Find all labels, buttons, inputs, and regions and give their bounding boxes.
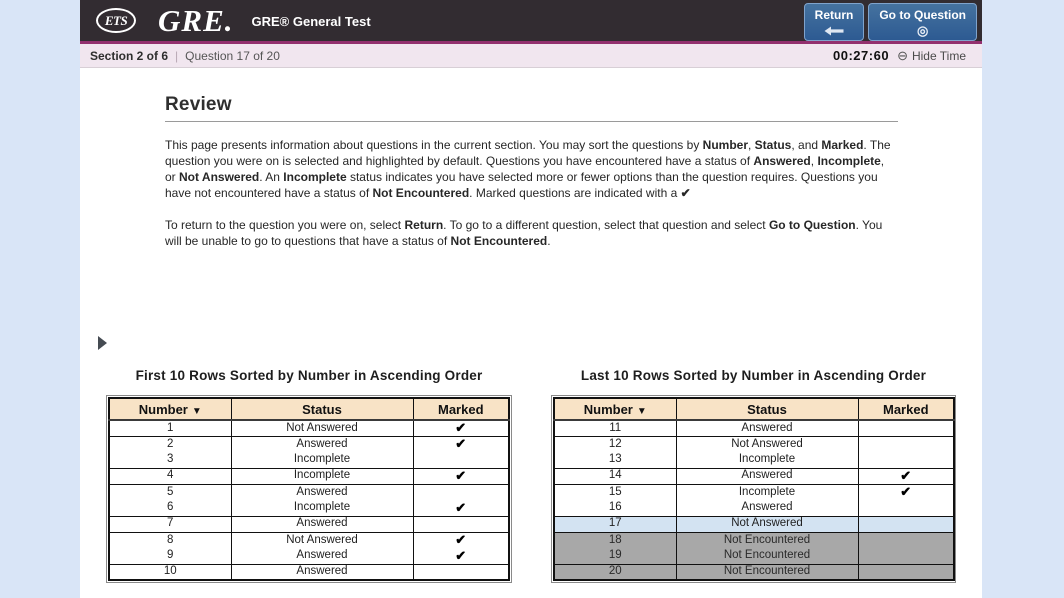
status-cell: Answered xyxy=(231,516,413,532)
hide-time-button[interactable] xyxy=(897,48,966,64)
number-cell: 14 xyxy=(554,468,676,484)
ets-logo: ETS xyxy=(96,8,136,33)
question-row-15[interactable] xyxy=(554,484,954,500)
question-row-18 xyxy=(554,532,954,548)
marked-cell xyxy=(858,564,954,580)
instructions-block xyxy=(165,94,898,250)
status-cell: Incomplete xyxy=(231,468,413,484)
status-cell: Incomplete xyxy=(676,484,858,500)
number-header-label: Number xyxy=(583,401,633,417)
marked-cell xyxy=(858,436,954,452)
question-row-7[interactable] xyxy=(109,516,509,532)
first-table-header-row xyxy=(109,398,509,420)
column-header-marked[interactable]: Marked xyxy=(413,398,509,420)
question-row-9[interactable] xyxy=(109,548,509,564)
question-row-3[interactable] xyxy=(109,452,509,468)
number-cell: 1 xyxy=(109,420,231,436)
number-cell: 8 xyxy=(109,532,231,548)
check-icon: ✔ xyxy=(900,484,912,499)
header-buttons xyxy=(804,3,977,41)
left-arrow-icon xyxy=(823,24,845,37)
marked-cell xyxy=(413,500,509,516)
question-row-11[interactable] xyxy=(554,420,954,436)
number-cell: 15 xyxy=(554,484,676,500)
sort-descending-icon: ▼ xyxy=(191,405,202,417)
number-cell: 6 xyxy=(109,500,231,516)
product-title: GRE® General Test xyxy=(251,14,371,29)
first-questions-table xyxy=(108,397,510,581)
column-header-status[interactable]: Status xyxy=(231,398,413,420)
title-rule xyxy=(165,121,898,122)
status-cell: Not Encountered xyxy=(676,548,858,564)
column-header-number[interactable] xyxy=(554,398,676,420)
instructions-paragraph-2: To return to the question you were on, select Return. To go to a different question, select that question and select Go to Question. You will be unable to go to questions that have a status of Not Encountered. xyxy=(165,217,883,248)
question-row-5[interactable] xyxy=(109,484,509,500)
timer: 00:27:60 xyxy=(833,48,890,63)
last-table-frame xyxy=(551,395,956,583)
marked-cell xyxy=(858,484,954,500)
number-cell: 2 xyxy=(109,436,231,452)
check-icon: ✔ xyxy=(455,499,467,515)
section-indicator: Section 2 of 6 xyxy=(90,48,169,63)
last-table-title: Last 10 Rows Sorted by Number in Ascending Order xyxy=(580,368,927,383)
marked-cell xyxy=(858,532,954,548)
chevron-right-icon[interactable] xyxy=(96,334,112,352)
first-rows-table-block xyxy=(106,368,512,583)
number-cell: 9 xyxy=(109,548,231,564)
status-bar xyxy=(80,44,982,68)
return-button-label: Return xyxy=(814,8,854,22)
number-cell: 18 xyxy=(554,532,676,548)
hide-time-label: Hide Time xyxy=(911,48,966,63)
question-row-6[interactable] xyxy=(109,500,509,516)
number-header-label: Number xyxy=(138,401,188,417)
target-icon: ◎ xyxy=(916,23,929,38)
marked-cell xyxy=(858,500,954,516)
marked-cell xyxy=(413,548,509,564)
page-title: Review xyxy=(165,94,232,115)
number-cell: 17 xyxy=(554,516,676,532)
marked-cell xyxy=(413,452,509,468)
status-cell: Not Answered xyxy=(676,436,858,452)
question-row-12[interactable] xyxy=(554,436,954,452)
marked-cell xyxy=(413,516,509,532)
question-row-20 xyxy=(554,564,954,580)
number-cell: 20 xyxy=(554,564,676,580)
check-icon: ✔ xyxy=(455,532,467,547)
return-button[interactable] xyxy=(804,3,865,41)
instructions-paragraph-1: This page presents information about questions in the current section. You may sort the questions by Number, Status, and Marked. The question you were on is selected and highlighted by default. Questions you have encountered have a status of Answered, Incomplete, or Not Answered. An Incomplete status indicates you have selected more or fewer options than the question requires. Questions you have not encountered have a status of Not Encountered. Marked questions are indicated with a ✔ xyxy=(165,138,891,200)
status-cell: Answered xyxy=(676,468,858,484)
question-row-1[interactable] xyxy=(109,420,509,436)
marked-cell xyxy=(858,468,954,484)
number-cell: 12 xyxy=(554,436,676,452)
test-window xyxy=(80,0,982,598)
number-cell: 5 xyxy=(109,484,231,500)
check-icon: ✔ xyxy=(455,436,467,451)
marked-cell xyxy=(413,436,509,452)
number-cell: 19 xyxy=(554,548,676,564)
last-rows-table-block xyxy=(551,368,956,583)
marked-cell xyxy=(413,420,509,436)
number-cell: 11 xyxy=(554,420,676,436)
marked-cell xyxy=(413,532,509,548)
marked-cell xyxy=(858,516,954,532)
app-header xyxy=(80,0,982,44)
marked-cell xyxy=(858,548,954,564)
column-header-marked[interactable]: Marked xyxy=(858,398,954,420)
gre-logo: GRE. xyxy=(158,3,234,38)
status-cell: Incomplete xyxy=(231,500,413,516)
sort-descending-icon: ▼ xyxy=(636,405,647,417)
status-separator: | xyxy=(175,48,179,63)
status-cell: Not Encountered xyxy=(676,532,858,548)
question-row-16[interactable] xyxy=(554,500,954,516)
first-table-title: First 10 Rows Sorted by Number in Ascending Order xyxy=(135,368,483,383)
question-row-14[interactable] xyxy=(554,468,954,484)
last-table-header-row xyxy=(554,398,954,420)
status-cell: Answered xyxy=(231,436,413,452)
go-to-question-button-label: Go to Question xyxy=(879,8,966,22)
number-cell: 4 xyxy=(109,468,231,484)
check-icon: ✔ xyxy=(455,420,467,435)
first-table-frame xyxy=(106,395,512,583)
marked-cell xyxy=(413,564,509,580)
column-header-status[interactable]: Status xyxy=(676,398,858,420)
question-row-2[interactable] xyxy=(109,436,509,452)
question-row-13[interactable] xyxy=(554,452,954,468)
question-row-19 xyxy=(554,548,954,564)
number-cell: 7 xyxy=(109,516,231,532)
number-cell: 3 xyxy=(109,452,231,468)
question-row-10[interactable] xyxy=(109,564,509,580)
status-cell: Incomplete xyxy=(231,452,413,468)
number-cell: 13 xyxy=(554,452,676,468)
number-cell: 10 xyxy=(109,564,231,580)
check-icon: ✔ xyxy=(900,467,912,483)
status-cell: Answered xyxy=(676,420,858,436)
hide-time-icon: ⊖ xyxy=(897,47,908,63)
status-cell: Answered xyxy=(676,500,858,516)
last-questions-table xyxy=(553,397,955,581)
status-cell: Not Answered xyxy=(676,516,858,532)
marked-cell xyxy=(413,468,509,484)
review-page xyxy=(80,68,982,594)
column-header-number[interactable] xyxy=(109,398,231,420)
status-cell: Not Answered xyxy=(231,420,413,436)
question-indicator: Question 17 of 20 xyxy=(185,48,280,63)
number-cell: 16 xyxy=(554,500,676,516)
status-cell: Answered xyxy=(231,484,413,500)
status-cell: Not Answered xyxy=(231,532,413,548)
marked-cell xyxy=(858,420,954,436)
question-row-8[interactable] xyxy=(109,532,509,548)
check-icon: ✔ xyxy=(455,547,467,563)
question-row-17[interactable] xyxy=(554,516,954,532)
marked-cell xyxy=(858,452,954,468)
go-to-question-button[interactable] xyxy=(868,3,977,41)
question-row-4[interactable] xyxy=(109,468,509,484)
status-cell: Incomplete xyxy=(676,452,858,468)
check-icon: ✔ xyxy=(455,467,467,483)
status-cell: Not Encountered xyxy=(676,564,858,580)
marked-cell xyxy=(413,484,509,500)
status-cell: Answered xyxy=(231,564,413,580)
status-cell: Answered xyxy=(231,548,413,564)
